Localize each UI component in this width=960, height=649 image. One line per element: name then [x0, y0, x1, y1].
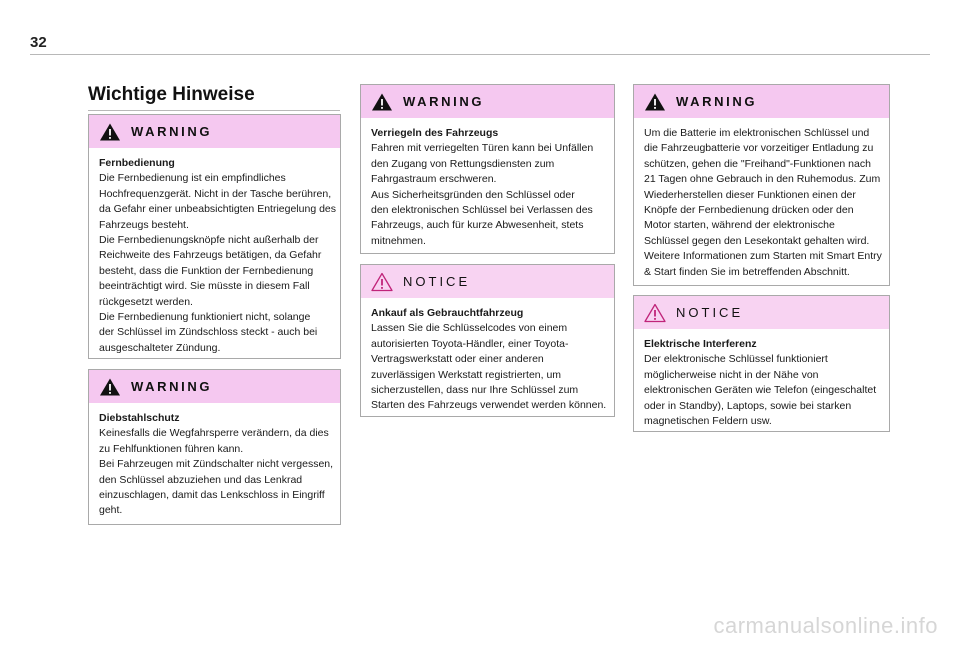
warning-box-batterie — [633, 84, 890, 286]
box-text-line: Die Fernbedienung ist ein empfindliches — [99, 172, 286, 185]
box-text-line: Keinesfalls die Wegfahrsperre verändern, da dies — [99, 427, 329, 440]
box-text-line: Starten des Fahrzeugs verwendet werden können. — [371, 399, 607, 412]
box-text-line: den elektronischen Schlüssel bei Verlassen des — [371, 204, 593, 217]
warning-triangle-icon — [644, 92, 666, 112]
box-text-line: Lassen Sie die Schlüsselcodes von einem — [371, 322, 568, 335]
box-body — [361, 298, 614, 422]
box-text-line: Die Fernbedienungsknöpfe nicht außerhalb der — [99, 234, 319, 247]
box-text-line: zuverlässigen Werkstatt registrierten, um — [371, 368, 562, 381]
box-text-line: magnetischen Feldern usw. — [644, 415, 772, 428]
box-text-line: Reichweite des Fahrzeugs betätigen, da Gefahr — [99, 249, 322, 262]
box-text-line: den Schlüssel abzuziehen und das Lenkrad — [99, 473, 303, 486]
notice-label: NOTICE — [403, 274, 471, 289]
box-text-line: die Fahrzeugbatterie vor vorzeitiger Entladung zu — [644, 142, 874, 155]
notice-box-interferenz — [633, 295, 890, 432]
box-text-line: beeinträchtigt wird. Sie müsste in diesem Fall — [99, 280, 310, 293]
warning-label: WARNING — [131, 379, 213, 394]
box-heading: Fernbedienung — [99, 157, 175, 169]
box-text-line: elektronischen Geräten wie Telefon (eingeschaltet — [644, 384, 877, 397]
box-text-line: oder in Standby), Laptops, sowie bei starken — [644, 399, 852, 412]
box-text-line: Der elektronische Schlüssel funktioniert — [644, 353, 828, 366]
warning-label: WARNING — [403, 94, 485, 109]
box-text-line: Fahrzeugs, auch für kurze Abwesenheit, stets — [371, 219, 584, 232]
notice-label: NOTICE — [676, 305, 744, 320]
box-text-line: Motor starten, während der elektronische — [644, 219, 835, 232]
box-text-line: autorisierten Toyota-Händler, einer Toyota- — [371, 337, 569, 350]
box-heading: Verriegeln des Fahrzeugs — [371, 127, 499, 139]
warning-header — [361, 85, 614, 118]
box-text-line: einzuschlagen, damit das Lenkschloss in Eingriff — [99, 489, 325, 502]
watermark: carmanualsonline.info — [713, 613, 938, 638]
box-body — [634, 118, 889, 288]
warning-triangle-icon — [99, 122, 121, 142]
box-text-line: 21 Tagen ohne Gebrauch in den Ruhemodus. Zum — [644, 173, 881, 186]
warning-box-verriegeln — [360, 84, 615, 254]
box-text-line: Weitere Informationen zum Starten mit Smart Entry — [644, 250, 882, 263]
box-text-line: rückgesetzt werden. — [99, 295, 193, 308]
notice-header — [634, 296, 889, 329]
box-body — [89, 403, 340, 527]
notice-triangle-icon — [644, 303, 666, 323]
box-text-line: Fahrgastraum erschweren. — [371, 173, 497, 186]
warning-triangle-icon — [99, 377, 121, 397]
box-text-line: ausgeschalteter Zündung. — [99, 341, 221, 354]
box-heading: Ankauf als Gebrauchtfahrzeug — [371, 307, 524, 319]
warning-header — [89, 370, 340, 403]
page-number: 32 — [30, 34, 47, 51]
box-text-line: geht. — [99, 504, 123, 517]
warning-label: WARNING — [131, 124, 213, 139]
notice-triangle-icon — [371, 272, 393, 292]
warning-header — [634, 85, 889, 118]
box-text-line: Knöpfe der Fernbedienung drücken oder den — [644, 204, 854, 217]
box-text-line: der Schlüssel im Zündschloss steckt - auch bei — [99, 326, 318, 339]
warning-box-diebstahlschutz — [88, 369, 341, 525]
box-body — [89, 148, 340, 364]
box-text-line: Schlüssel gegen den Lesekontakt gehalten wird. — [644, 234, 870, 247]
warning-header — [89, 115, 340, 148]
box-heading: Elektrische Interferenz — [644, 338, 757, 350]
box-text-line: besteht, dass die Funktion der Fernbedienung — [99, 264, 314, 277]
box-text-line: den Zugang von Rettungsdiensten zum — [371, 157, 555, 170]
box-body — [361, 118, 614, 257]
notice-header — [361, 265, 614, 298]
box-text-line: Die Fernbedienung funktioniert nicht, solange — [99, 311, 311, 324]
warning-triangle-icon — [371, 92, 393, 112]
box-text-line: Fahren mit verriegelten Türen kann bei Unfällen — [371, 142, 594, 155]
box-body — [634, 329, 889, 437]
box-text-line: & Start finden Sie im betreffenden Abschnitt. — [644, 265, 850, 278]
box-text-line: Um die Batterie im elektronischen Schlüssel und — [644, 127, 870, 139]
box-text-line: sicherzustellen, dass nur Ihre Schlüssel zum — [371, 384, 579, 397]
box-text-line: Vertragswerkstatt oder einer anderen — [371, 353, 544, 366]
warning-box-fernbedienung — [88, 114, 341, 359]
box-text-line: da Gefahr einer unbeabsichtigten Entriegelung des — [99, 203, 336, 216]
notice-box-ankauf — [360, 264, 615, 417]
box-text-line: möglicherweise nicht in der Nähe von — [644, 368, 819, 381]
box-text-line: Fahrzeugs besteht. — [99, 218, 189, 231]
box-text-line: Aus Sicherheitsgründen den Schlüssel oder — [371, 188, 575, 201]
title-divider — [88, 110, 340, 111]
box-heading: Diebstahlschutz — [99, 412, 180, 424]
box-text-line: Hochfrequenzgerät. Nicht in der Tasche berühren, — [99, 187, 332, 200]
section-title: Wichtige Hinweise — [88, 84, 255, 105]
warning-label: WARNING — [676, 94, 758, 109]
box-text-line: mitnehmen. — [371, 234, 426, 247]
box-text-line: Wiederherstellen dieser Funktionen einen der — [644, 188, 856, 201]
box-text-line: Bei Fahrzeugen mit Zündschalter nicht vergessen, — [99, 458, 334, 471]
box-text-line: schützen, gehen die "Freihand"-Funktionen nach — [644, 157, 871, 170]
top-divider — [30, 54, 930, 55]
box-text-line: zu Fehlfunktionen führen kann. — [99, 442, 244, 455]
